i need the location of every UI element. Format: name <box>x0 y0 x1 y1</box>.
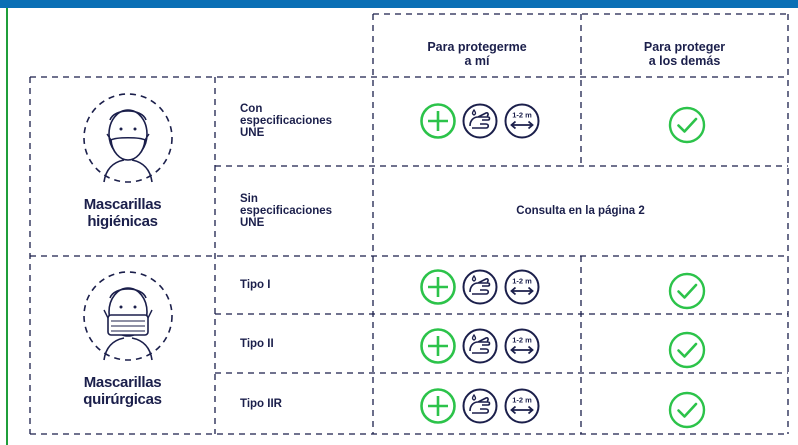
svg-text:1-2 m: 1-2 m <box>512 395 532 405</box>
category-surgical-masks: Mascarillas quirúrgicas <box>83 374 162 409</box>
plus-circle-icon <box>419 327 457 370</box>
distance-1-2m-icon <box>503 102 541 145</box>
row-label-tipo-iir: Tipo IIR <box>240 398 282 410</box>
row-label-sin-une: Sin especificaciones UNE <box>240 193 333 230</box>
check-icon <box>667 105 707 150</box>
row-label-tipo-i: Tipo I <box>240 279 271 291</box>
row-label-con-une: Con especificaciones UNE <box>240 103 333 140</box>
svg-text:1-2 m: 1-2 m <box>512 110 532 120</box>
category-hygienic-masks: Mascarillas higiénicas <box>83 196 162 231</box>
distance-1-2m-icon <box>503 387 541 430</box>
check-icon <box>667 271 707 316</box>
svg-text:1-2 m: 1-2 m <box>512 276 532 286</box>
header-protect-others: Para proteger a los demás <box>643 40 726 69</box>
plus-circle-icon <box>419 268 457 311</box>
distance-1-2m-icon <box>503 327 541 370</box>
hand-wash-icon <box>461 102 499 145</box>
hand-wash-icon <box>461 387 499 430</box>
check-icon <box>667 390 707 435</box>
plus-circle-icon <box>419 387 457 430</box>
hygienic-mask-face-icon <box>80 90 176 186</box>
self-protection-icons-tipo-ii <box>419 327 541 370</box>
hand-wash-icon <box>461 268 499 311</box>
surgical-mask-face-icon <box>80 268 176 364</box>
self-protection-icons-con-une <box>419 102 541 145</box>
plus-circle-icon <box>419 102 457 145</box>
row-label-tipo-ii: Tipo II <box>240 338 274 350</box>
self-protection-icons-tipo-i <box>419 268 541 311</box>
self-protection-icons-tipo-iir <box>419 387 541 430</box>
hand-wash-icon <box>461 327 499 370</box>
header-protect-myself: Para protegerme a mí <box>427 40 527 69</box>
check-icon <box>667 330 707 375</box>
note-see-page-2: Consulta en la página 2 <box>516 205 645 217</box>
svg-text:1-2 m: 1-2 m <box>512 335 532 345</box>
distance-1-2m-icon <box>503 268 541 311</box>
